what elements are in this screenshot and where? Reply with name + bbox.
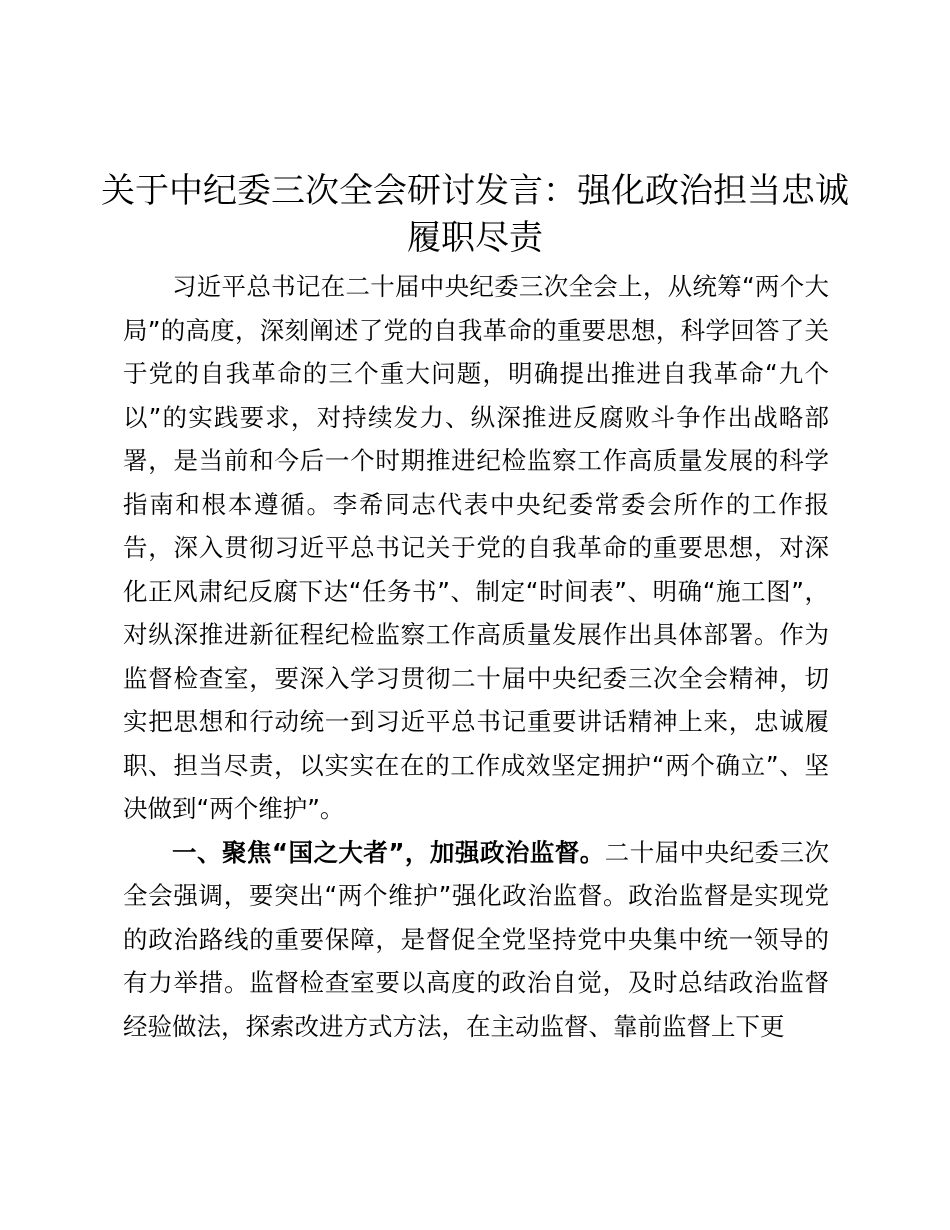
paragraph-intro (123, 265, 829, 831)
paragraph-section-one-text: 二十届中央纪委三次全会强调，要突出“两个维护”强化政治监督。政治监督是实现党的政治路线的重要保障，是督促全党坚持党中央集中统一领导的有力举措。监督检查室要以高度的政治自觉，及时总结政治监督经验做法，探索改进方式方法，在主动监督、靠前监督上下更 (123, 837, 830, 1041)
document-title: 关于中纪委三次全会研讨发言：强化政治担当忠诚履职尽责 (101, 171, 849, 258)
section-one-heading: 一、聚焦“国之大者”，加强政治监督。 (172, 837, 605, 867)
document-body (123, 265, 829, 1048)
paragraph-intro-text: 习近平总书记在二十届中央纪委三次全会上，从统筹“两个大局”的高度，深刻阐述了党的自我革命的重要思想，科学回答了关于党的自我革命的三个重大问题，明确提出推进自我革命“九个以”的实践要求，对持续发力、纵深推进反腐败斗争作出战略部署，是当前和今后一个时期推进纪检监察工作高质量发展的科学指南和根本遵循。李希同志代表中央纪委常委会所作的工作报告，深入贯彻习近平总书记关于党的自我革命的重要思想，对深化正风肃纪反腐下达“任务书”、制定“时间表”、明确“施工图”，对纵深推进新征程纪检监察工作高质量发展作出具体部署。作为监督检查室，要深入学习贯彻二十届中央纪委三次全会精神，切实把思想和行动统一到习近平总书记重要讲话精神上来，忠诚履职、担当尽责，以实实在在的工作成效坚定拥护“两个确立”、坚决做到“两个维护”。 (123, 272, 829, 823)
paragraph-section-one (123, 831, 829, 1049)
